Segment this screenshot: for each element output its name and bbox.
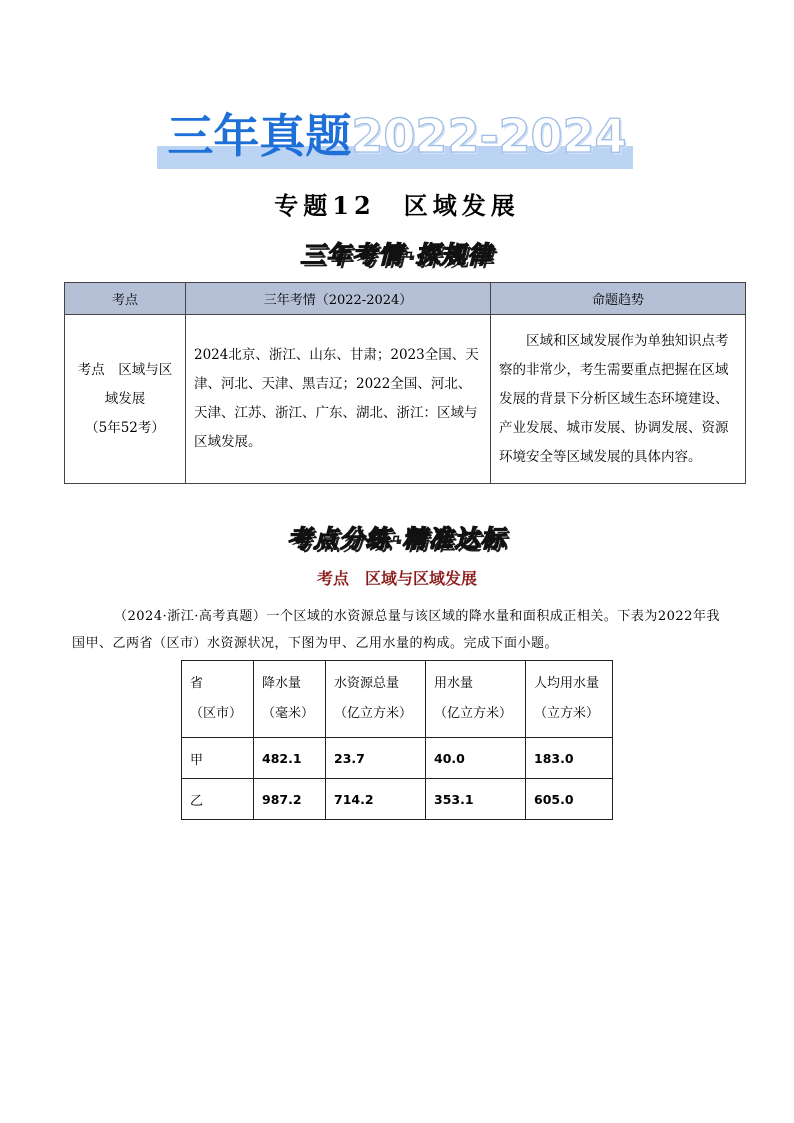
header-water-usage: 用水量 （亿立方米） (426, 661, 526, 738)
title-banner (0, 108, 794, 170)
cell-province: 甲 (182, 738, 254, 779)
cell-per-capita: 183.0 (526, 738, 613, 779)
overview-header-history: 三年考情（2022-2024） (186, 283, 491, 315)
banner-main-text: 三年真题 (167, 109, 352, 163)
header-province: 省 （区市） (182, 661, 254, 738)
overview-body-row (65, 315, 746, 484)
point-name-line1: 考点 区域与区 (77, 361, 173, 378)
cell-province: 乙 (182, 779, 254, 820)
cell-precipitation: 482.1 (254, 738, 326, 779)
table-row (182, 779, 613, 820)
banner-years-text: 2022-2024 (351, 109, 627, 163)
water-resources-table (181, 660, 613, 820)
cell-total-water: 23.7 (326, 738, 426, 779)
subject-title (0, 186, 794, 221)
point-name-line2: 域发展 (104, 390, 146, 407)
overview-header-trend: 命题趋势 (491, 283, 746, 315)
question-text (72, 603, 724, 657)
section-heading-practice: 考点分练·精准达标 (287, 525, 507, 553)
overview-cell-point (65, 315, 186, 484)
section-heading-overview: 三年考情·探规律 (300, 241, 494, 269)
data-header-row (182, 661, 613, 738)
cell-water-usage: 40.0 (426, 738, 526, 779)
banner-title (0, 108, 794, 164)
question-source: （2024·浙江·高考真题） (114, 609, 267, 624)
subject-number: 专题12 (274, 191, 376, 220)
point-title: 考点 区域与区域发展 (316, 569, 477, 588)
overview-header-point: 考点 (65, 283, 186, 315)
header-precipitation: 降水量 （毫米） (254, 661, 326, 738)
question-body: 一个区域的水资源总量与该区域的降水量和面积成正相关。下表为2022年我国甲、乙两省（区市）水资源状况，下图为甲、乙用水量的构成。完成下面小题。 (72, 609, 720, 651)
overview-header-row (65, 283, 746, 315)
point-count: （5年52考） (85, 419, 165, 436)
cell-precipitation: 987.2 (254, 779, 326, 820)
cell-total-water: 714.2 (326, 779, 426, 820)
subject-topic: 区域发展 (403, 191, 520, 220)
overview-cell-history: 2024北京、浙江、山东、甘肃；2023全国、天津、河北、天津、黑吉辽；2022全国、河北、天津、江苏、浙江、广东、湖北、浙江：区域与区域发展。 (186, 315, 491, 484)
cell-water-usage: 353.1 (426, 779, 526, 820)
table-row (182, 738, 613, 779)
overview-table (64, 282, 746, 484)
header-total-water-resources: 水资源总量 （亿立方米） (326, 661, 426, 738)
header-per-capita-usage: 人均用水量 （立方米） (526, 661, 613, 738)
cell-per-capita: 605.0 (526, 779, 613, 820)
overview-cell-trend: 区域和区域发展作为单独知识点考察的非常少，考生需要重点把握在区域发展的背景下分析区域生态环境建设、产业发展、城市发展、协调发展、资源环境安全等区域发展的具体内容。 (491, 315, 746, 484)
